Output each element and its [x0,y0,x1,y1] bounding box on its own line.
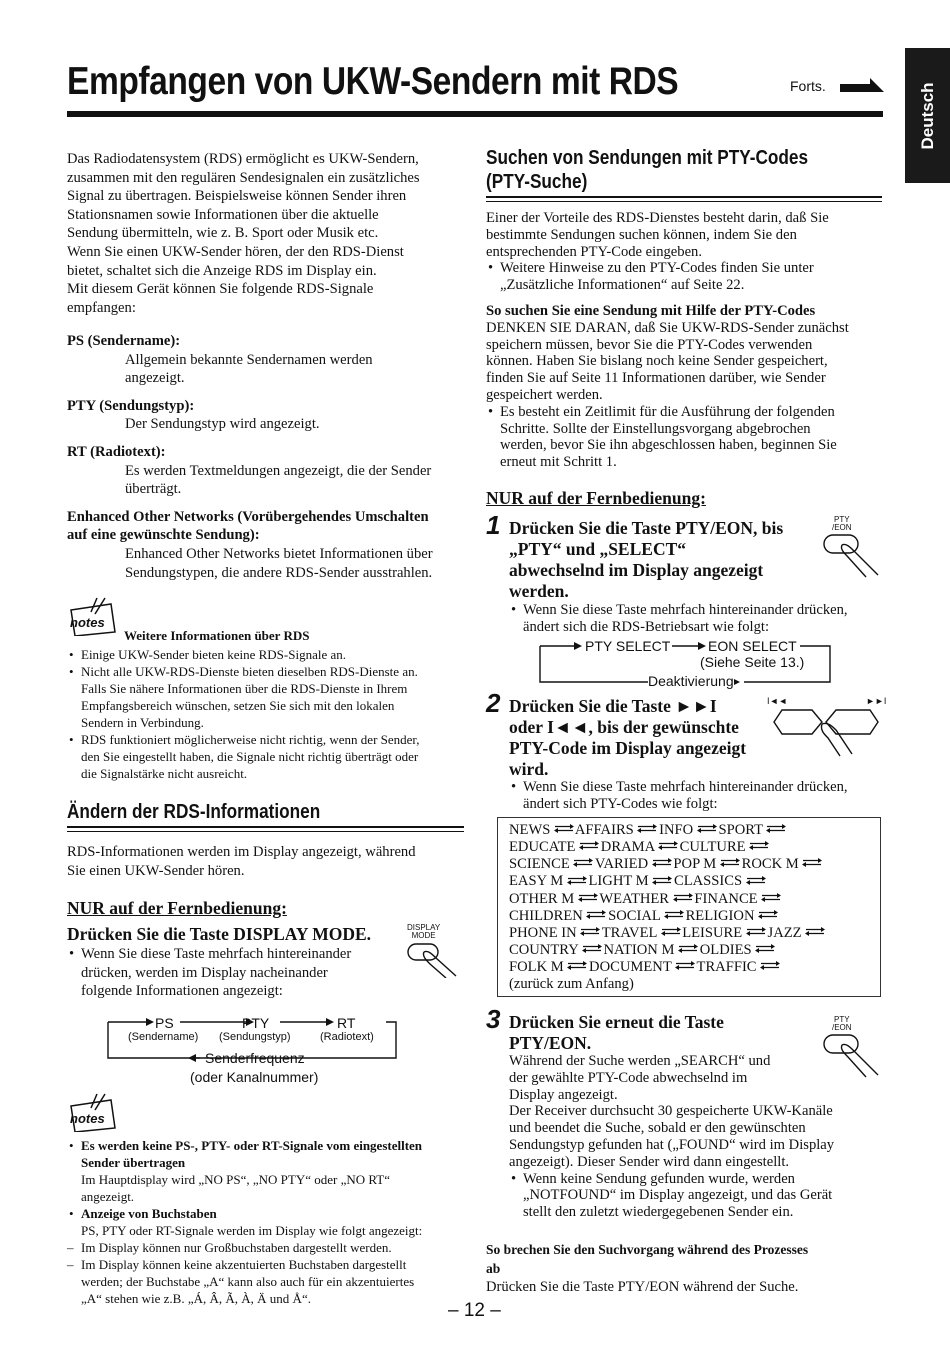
note-line: – Im Display können nur Großbuchstaben dargestellt werden. [81,1240,392,1255]
remote-only-label: NUR auf der Fernbedienung: [67,898,287,918]
notes-heading: Weitere Informationen über RDS [124,628,310,643]
bullet-line: stellt den zuletzt wiedergegebenen Sender ein. [523,1204,794,1221]
section-rule [67,826,464,832]
swap-arrows-icon [579,839,597,856]
intro-line: Sendung übermitteln, wie z. B. Sport oder Musik etc. [67,225,379,242]
notes-label: notes [70,615,105,630]
list-item [67,663,467,731]
intro-line: Einer der Vorteile des RDS-Dienstes besteht darin, daß Sie [486,210,829,226]
section2-intro [67,843,467,880]
bullet-line: Schritte. Sollte der Einstellungsvorgang abgebrochen [500,420,811,437]
def-term-ps: PS (Sendername): [67,333,181,349]
step2-bullet [509,779,889,813]
swap-arrows-icon [746,925,764,942]
note-line: Empfangsbereich wünschen, setzen Sie sich mit den lokalen [81,698,395,713]
pty-code-row [509,839,880,856]
language-tab-label: Deutsch [917,81,937,150]
pty-code: FINANCE [694,890,758,907]
step1-heading [509,518,783,602]
pty-code: OTHER M [509,890,575,907]
bullet-line: „Zusätzliche Informationen“ auf Seite 22. [500,277,745,294]
pty-code: SCIENCE [509,856,570,873]
note-line: „A“ stehen wie z.B. „Á, Â, Ã, À, Ä und Å“. [81,1291,311,1306]
key-label-line: /EON [832,523,852,532]
arrow-right-icon [840,76,884,98]
heading-line: (PTY-Suche) [486,171,588,193]
def-term-eon: auf eine gewünschte Sendung): [67,527,260,544]
step-number: 2 [486,688,501,718]
pty-code: COUNTRY [509,942,579,959]
intro-line: Stationsnamen sowie Informationen über die aktuelle [67,206,379,223]
swap-arrows-icon [664,908,682,925]
intro-line: bietet, schaltet sich die Anzeige RDS im Display ein. [67,262,377,279]
key-label-line: PTY [834,515,850,524]
pty-key-label [832,1016,852,1032]
dash-item [67,1239,467,1256]
step-line: werden. [509,581,569,601]
note-line: werden; der Buchstabe „A“ kann also auch für ein akzentuiertes [81,1274,415,1289]
intro-line: zusammen mit den regulären Sendesignalen ein zusätzliches [67,169,420,186]
swap-arrows-icon [567,874,585,891]
pty-intro [486,210,886,471]
swap-arrows-icon [637,822,655,839]
swap-arrows-icon [580,925,598,942]
bullet-line: ändert sich die RDS-Betriebsart wie folgt: [523,618,770,635]
pty-code-row [509,942,880,959]
intro-line: Signal zu übertragen. Beispielsweise können Sender ihren [67,188,407,205]
swap-arrows-icon [661,925,679,942]
swap-arrows-icon [766,822,784,839]
notes-list [67,646,467,782]
pty-code: SPORT [718,822,763,838]
next-key-label: ►►I [866,696,887,706]
section-heading-rds-info: Ändern der RDS-Informationen [67,801,321,823]
pty-code: EASY M [509,873,564,890]
flow-ps: PS [155,1015,174,1031]
list-item [67,1205,467,1239]
flow-ps-sub: (Sendername) [128,1031,199,1043]
pty-code: TRAFFIC [696,959,757,976]
pty-code: NEWS [509,822,551,838]
note-line: Im Hauptdisplay wird „NO PS“, „NO PTY“ oder „NO RT“ [81,1172,390,1187]
bullet-line: „NOTFOUND“ im Display angezeigt, und das Gerät [523,1187,833,1204]
language-tab [905,48,950,183]
dash-item [67,1256,467,1307]
step-line: Drücken Sie die Taste ►►I [509,696,717,716]
howto-line: DENKEN SIE DARAN, daß Sie UKW-RDS-Sender zunächst [486,319,849,336]
swap-arrows-icon [573,856,591,873]
pty-code-row [509,873,880,890]
swap-arrows-icon [673,891,691,908]
howto-heading: So suchen Sie eine Sendung mit Hilfe der PTY-Codes [486,302,816,319]
flow-freq-sub: (oder Kanalnummer) [190,1069,319,1085]
section-heading-pty-search [486,146,808,194]
flow-deactivation: Deaktivierung [648,673,734,689]
step-line: wird. [509,759,549,779]
swap-arrows-icon [697,822,715,839]
step-number: 3 [486,1004,501,1034]
flow-eon-sub: (Siehe Seite 13.) [700,654,805,670]
cancel-body: Drücken Sie die Taste PTY/EON während der Suche. [486,1279,799,1296]
body-line: Der Receiver durchsucht 30 gespeicherte UKW-Kanäle [509,1103,833,1120]
pty-code: RELIGION [685,907,755,924]
section-rule [486,196,882,202]
body-line: und beendet die Suche, sobald er den gewünschten [509,1120,806,1137]
swap-arrows-icon [746,874,764,891]
key-label-line: /EON [832,1023,852,1032]
notes2-list [67,1137,467,1307]
pty-code: CULTURE [679,839,746,856]
body-line: Während der Suche werden „SEARCH“ und [509,1053,771,1069]
swap-arrows-icon [720,856,738,873]
pty-code: OLDIES [699,942,752,959]
bullet-line: • Es besteht ein Zeitlimit für die Ausführung der folgenden [500,403,835,420]
title-rule [67,111,883,117]
pty-code: DRAMA [600,839,655,856]
page-title: Empfangen von UKW-Sendern mit RDS [67,60,679,103]
pty-code-row [509,925,880,942]
flow-rt: RT [337,1015,356,1031]
pty-back-label: (zurück zum Anfang) [509,976,634,993]
page-number: – 12 – [448,1300,501,1321]
pty-code-row [509,908,880,925]
pty-code: JAZZ [767,924,802,941]
swap-arrows-icon [755,942,773,959]
step3-body [509,1053,889,1221]
display-mode-bullet [67,945,407,1001]
flow-rt-sub: (Radiotext) [320,1031,374,1043]
def-term-rt: RT (Radiotext): [67,443,166,460]
flow-pty: PTY [242,1015,270,1031]
note-line: • Nicht alle UKW-RDS-Dienste bieten dieselben RDS-Dienste an. [81,664,418,679]
bullet-line: • Weitere Hinweise zu den PTY-Codes finden Sie unter [500,260,814,277]
swap-arrows-icon [652,874,670,891]
bullet-line: drücken, werden im Display nacheinander [81,964,328,981]
howto-line: finden Sie auf Seite 11 Informationen darüber, wie Sender [486,370,826,387]
def-text: angezeigt. [125,370,185,387]
note-line: den Sie eingestellt haben, die Signale nicht richtig überträgt oder [81,749,419,764]
bullet-line: • Wenn Sie diese Taste mehrfach hintereinander drücken, [523,602,848,618]
swap-arrows-icon [805,925,823,942]
pty-code-row [509,822,880,839]
swap-arrows-icon [749,839,767,856]
pty-code: CHILDREN [509,907,583,924]
intro-line: Das Radiodatensystem (RDS) ermöglicht es UKW-Sendern, [67,151,419,167]
step-line: abwechselnd im Display angezeigt [509,560,764,580]
def-term-pty: PTY (Sendungstyp): [67,397,195,414]
pty-code: SOCIAL [608,907,661,924]
cancel-heading: ab [486,1260,501,1276]
intro-line: RDS-Informationen werden im Display angezeigt, während [67,844,416,860]
swap-arrows-icon [567,959,585,976]
list-item [67,646,467,663]
intro-line: Wenn Sie einen UKW-Sender hören, der den RDS-Dienst [67,243,404,260]
bullet-line: erneut mit Schritt 1. [500,454,617,471]
intro-line: Mit diesem Gerät können Sie folgende RDS-Signale [67,281,374,298]
note-head: • Anzeige von Buchstaben [81,1206,217,1221]
prev-key-label: I◄◄ [767,696,788,706]
step-line: „PTY“ und „SELECT“ [509,539,687,559]
note-line: Falls Sie nähere Informationen über die RDS-Dienste in Ihrem [81,681,408,696]
step-line: PTY-Code im Display angezeigt [509,738,747,758]
def-text: Enhanced Other Networks bietet Informationen über [125,545,433,562]
step-line: PTY/EON. [509,1033,592,1053]
flow-pty-sub: (Sendungstyp) [219,1031,291,1043]
swap-arrows-icon [802,856,820,873]
swap-arrows-icon [675,959,693,976]
notes-label: notes [70,1111,105,1126]
pty-code: CLASSICS [673,873,743,890]
bullet-line: • Wenn Sie diese Taste mehrfach hintereinander [81,946,352,962]
step1-bullet [509,602,889,636]
remote-only-label: NUR auf der Fernbedienung: [486,488,706,508]
left-intro [67,150,467,317]
pty-code: POP M [673,856,717,873]
pty-code: NATION M [603,942,675,959]
pty-key-label [832,516,852,532]
note-head: • Es werden keine PS-, PTY- oder RT-Signale vom eingestellten [81,1138,423,1153]
note-line: Sendern in Verbindung. [81,715,204,730]
body-line: angezeigt). Dieser Sender wird dann eingestellt. [509,1153,790,1170]
def-text: Allgemein bekannte Sendernamen werden [125,351,373,368]
note-line: • Einige UKW-Sender bieten keine RDS-Signale an. [81,647,346,662]
display-mode-key-label [407,924,440,940]
bullet-line: ändert sich PTY-Codes wie folgt: [523,795,718,812]
swap-arrows-icon [578,891,596,908]
def-text: Der Sendungstyp wird angezeigt. [125,416,320,433]
swap-arrows-icon [658,839,676,856]
continued-label: Forts. [790,78,826,94]
pty-code: FOLK M [509,959,564,976]
list-item [67,731,467,782]
note-line: • RDS funktioniert möglicherweise nicht richtig, wenn der Sender, [81,732,420,747]
intro-line: entsprechenden PTY-Code eingeben. [486,243,702,260]
pty-code-row [509,959,880,976]
skip-buttons-icon [772,702,884,758]
swap-arrows-icon [678,942,696,959]
intro-line: Sie einen UKW-Sender hören. [67,862,245,879]
bullet-line: • Wenn keine Sendung gefunden wurde, werden [523,1170,795,1187]
pty-code-row [509,856,880,873]
pty-code: TRAVEL [601,924,657,941]
pty-code: INFO [659,822,694,838]
note-line: die Signalstärke nicht ausreicht. [81,766,248,781]
step3-heading [509,1012,724,1054]
bullet-line: • Wenn Sie diese Taste mehrfach hintereinander drücken, [523,779,848,795]
list-item [67,1137,467,1205]
howto-line: können. Haben Sie bislang noch keine Sender gespeichert, [486,353,828,370]
howto-line: speichern müssen, bevor Sie die PTY-Codes verwenden [486,336,813,353]
def-text: Sendungstypen, die andere RDS-Sender ausstrahlen. [125,564,433,581]
swap-arrows-icon [761,891,779,908]
body-line: der gewählte PTY-Code abwechselnd im [509,1069,748,1086]
pty-code: DOCUMENT [589,959,672,976]
bullet-line: folgende Informationen angezeigt: [81,983,283,1000]
step2-heading [509,696,746,780]
howto-line: gespeichert werden. [486,386,603,403]
pty-code: AFFAIRS [574,822,634,838]
flow-pty-select: PTY SELECT [585,638,671,654]
swap-arrows-icon [760,959,778,976]
heading-line: Suchen von Sendungen mit PTY-Codes [486,147,809,169]
key-label-line: PTY [834,1015,850,1024]
pty-code: PHONE IN [509,924,577,941]
rds-definitions [67,332,467,582]
cancel-search-section [486,1241,886,1297]
pty-code: ROCK M [741,856,799,873]
intro-line: bestimmte Sendungen suchen können, indem Sie den [486,226,797,243]
note-line: – Im Display können keine akzentuierten Buchstaben dargestellt [81,1257,407,1272]
step-line: Drücken Sie erneut die Taste [509,1012,724,1032]
pty-code: LEISURE [682,924,743,941]
flow-eon-select: EON SELECT [708,638,797,654]
swap-arrows-icon [582,942,600,959]
pty-code: WEATHER [599,890,670,907]
body-line: Display angezeigt. [509,1086,618,1103]
swap-arrows-icon [758,908,776,925]
body-line: Sendungstyp gefunden hat („FOUND“ wird im Display [509,1136,835,1153]
note-line: PS, PTY oder RT-Signale werden im Display wie folgt angezeigt: [81,1223,423,1238]
pty-code: LIGHT M [588,873,649,890]
pty-code-rows [509,822,880,976]
intro-line: empfangen: [67,299,136,316]
swap-arrows-icon [586,908,604,925]
bullet-line: werden, bevor Sie ihn abgeschlossen haben, beginnen Sie [500,437,837,454]
def-text: überträgt. [125,481,182,498]
display-mode-step: Drücken Sie die Taste DISPLAY MODE. [67,924,372,944]
key-label-line: MODE [411,931,436,940]
step-line: Drücken Sie die Taste PTY/EON, bis [509,518,784,538]
step-line: oder I◄◄, bis der gewünschte [509,717,739,737]
step-number: 1 [486,510,501,540]
swap-arrows-icon [652,856,670,873]
def-text: Es werden Textmeldungen angezeigt, die der Sender [125,462,432,479]
pty-code: VARIED [594,856,649,873]
key-label-line: DISPLAY [407,923,441,932]
cancel-heading: So brechen Sie den Suchvorgang während des Prozesses [486,1242,809,1257]
pty-code: EDUCATE [509,839,576,856]
flow-freq: Senderfrequenz [205,1050,305,1066]
display-mode-button-icon [406,942,464,978]
def-term-eon: Enhanced Other Networks (Vorübergehendes Umschalten [67,508,429,525]
note-line: angezeigt. [81,1189,135,1204]
note-head: Sender übertragen [81,1155,186,1170]
pty-code-row [509,891,880,908]
pty-eon-button-icon [822,533,884,579]
pty-code-box [497,817,881,997]
swap-arrows-icon [554,822,572,839]
